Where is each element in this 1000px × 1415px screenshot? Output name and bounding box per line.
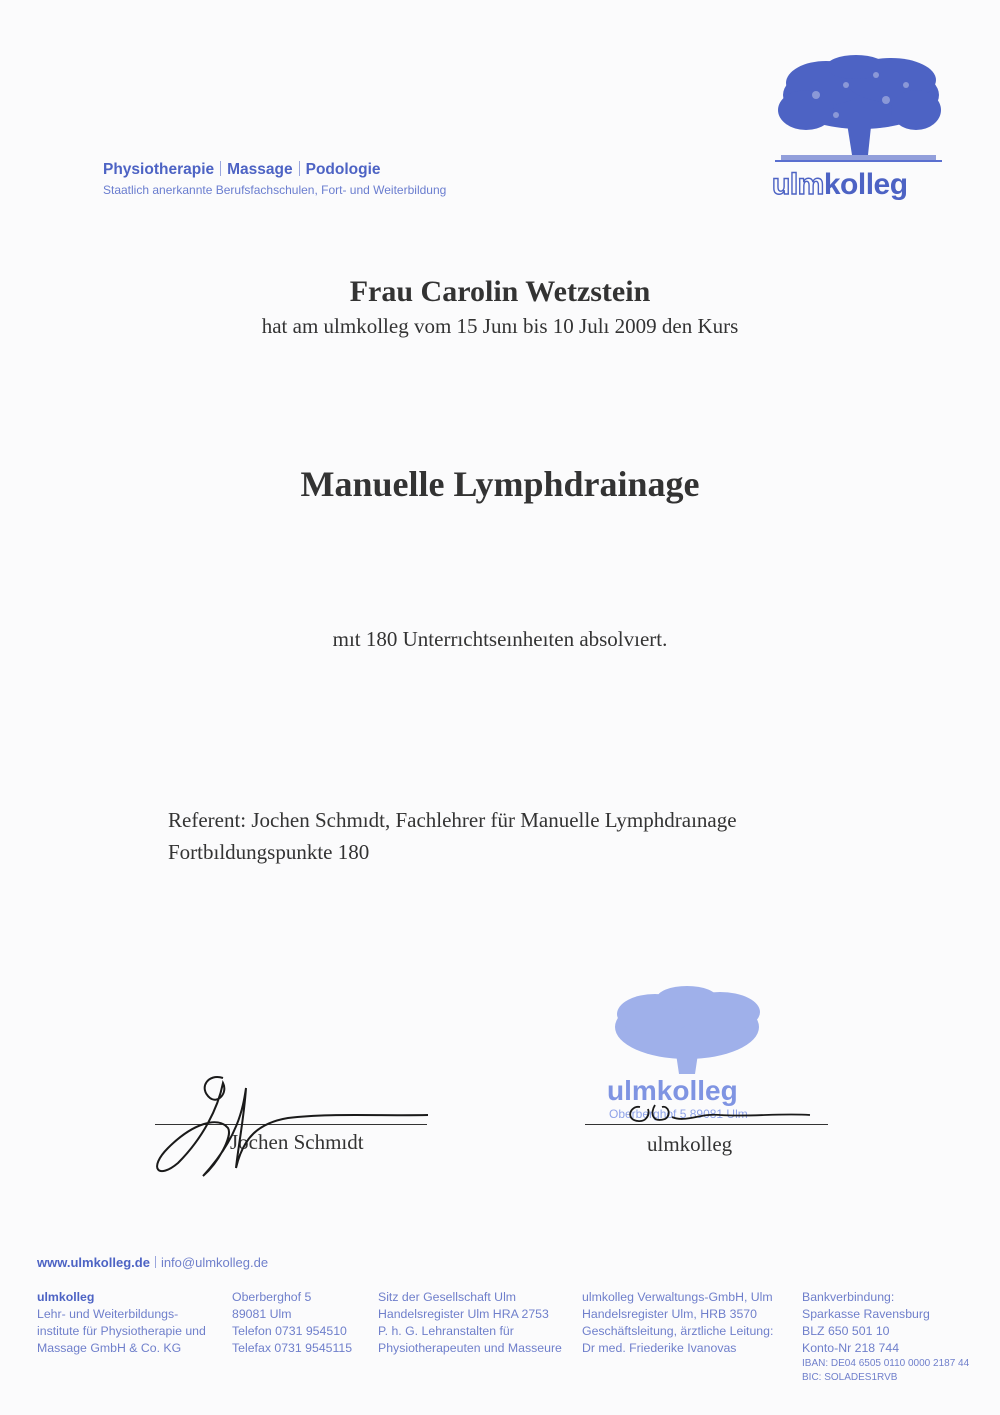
management-line: Handelsregister Ulm, HRB 3570 [582,1307,757,1321]
footer-col-management [582,1289,773,1357]
address-line: Oberberghof 5 [232,1290,312,1304]
logo-part-ulm: ulm [772,168,824,201]
stamp-address-text: Oberberghof 5 89081 Ulm [609,1107,748,1121]
registry-line: Sitz der Gesellschaft Ulm [378,1290,517,1304]
company-name: ulmkolleg [37,1290,95,1304]
fax-line: Telefax 0731 9545115 [232,1341,353,1355]
company-line: Lehr- und Weiterbildungs- [37,1307,179,1321]
footer-contact [37,1255,268,1270]
website-link[interactable]: www.ulmkolleg.de [37,1255,150,1270]
footer-col-bank [802,1289,969,1385]
handwritten-signature-right-icon [610,1095,820,1130]
company-line: institute für Physiotherapie und [37,1324,206,1338]
bic-line: BIC: SOLADES1RVB [802,1372,898,1383]
bank-line: BLZ 650 501 10 [802,1324,890,1338]
completion-text: mıt 180 Unterrıchtseınheıten absolvıert. [332,627,668,651]
course-title: Manuelle Lymphdrainage [300,464,700,504]
company-line: Massage GmbH & Co. KG [37,1341,182,1355]
separator [299,161,300,176]
service-podologie: Podologie [305,161,381,178]
signature-name-left: Jochen Schmıdt [230,1130,364,1154]
iban-line: IBAN: DE04 6505 0110 0000 2187 44 [802,1358,970,1369]
services-subtitle: Staatlich anerkannte Berufsfachschulen, Fort- und Weiterbildung [103,183,447,197]
separator [220,161,221,176]
management-line: ulmkolleg Verwaltungs-GmbH, Ulm [582,1290,773,1304]
registry-line: P. h. G. Lehranstalten für [378,1324,514,1338]
tree-logo-icon [776,55,942,161]
footer-col-address [232,1289,352,1357]
recipient-name: Frau Carolin Wetzstein [349,275,651,308]
registry-line: Handelsregister Ulm HRA 2753 [378,1307,549,1321]
service-massage: Massage [227,161,293,178]
logo-wordmark [772,168,908,202]
service-physiotherapie: Physiotherapie [103,161,215,178]
footer-col-company [37,1289,206,1357]
handwritten-signature-left-icon [148,1068,438,1188]
logo-part-kolleg: kolleg [823,168,908,201]
separator [155,1256,156,1268]
signature-name-right: ulmkolleg [647,1132,733,1156]
email-link[interactable]: info@ulmkolleg.de [160,1255,269,1270]
bank-line: Sparkasse Ravensburg [802,1307,930,1321]
points-text: Fortbıldungspunkte 180 [168,840,370,864]
address-line: 89081 Ulm [232,1307,292,1321]
services-line [103,161,381,179]
footer-col-registry [378,1289,562,1357]
management-line: Dr med. Friederike Ivanovas [582,1341,737,1355]
management-line: Geschäftsleitung, ärztliche Leitung: [582,1324,774,1338]
phone-line: Telefon 0731 954510 [232,1324,347,1338]
logo-underline [775,160,942,162]
bank-line: Konto-Nr 218 744 [802,1341,900,1355]
bank-line: Bankverbindung: [802,1290,895,1304]
registry-line: Physiotherapeuten und Masseure [378,1341,562,1355]
intro-text: hat am ulmkolleg vom 15 Junı bis 10 Julı 2009 den Kurs [261,314,739,338]
referent-text: Referent: Jochen Schmıdt, Fachlehrer für Manuelle Lymphdraınage [168,808,737,832]
stamp-logo-text: ulmkolleg [607,1075,738,1106]
